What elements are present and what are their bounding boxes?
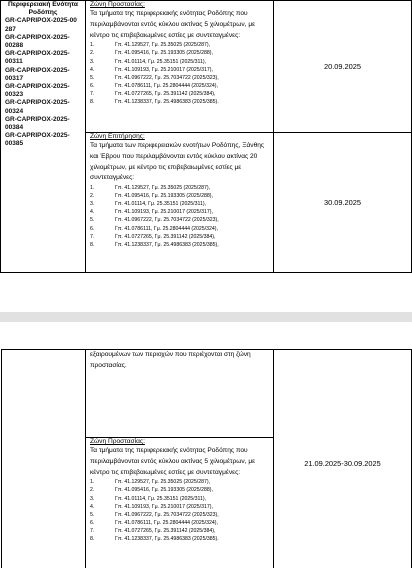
coordinate-item: 4. Γπ. 41.109193, Γμ. 25.210017 (2025/317),	[90, 503, 213, 510]
coordinate-item: 3. Γπ. 41.01114, Γμ. 25.35151 (2025/311),	[90, 201, 207, 208]
period-date: 21.09.2025-30.09.2025	[274, 350, 412, 568]
zones-table-continued	[1, 349, 412, 568]
surveillance-zone-text: Τα τμήματα των περιφερειακών ενοτήτων Ροδόπης, Ξάνθης και Έβρου που περιλαμβάνονται εντός κύκλου ακτίνας 20 χιλιομέτρων, με κέντρο τις επιβεβαιωμένες εστίες με συντεταγμένες:	[90, 142, 265, 182]
continuation-text: εξαιρουμένων των περιοχών που περιέχονται στη ζώνη προστασίας.	[90, 351, 251, 369]
coordinate-item: 2. Γπ. 41.095416, Γμ. 25.193305 (2025/288),	[90, 192, 213, 199]
surveillance-coordinates-list	[86, 184, 273, 249]
outbreak-code: GR-CAPRIPOX-2025-00384	[5, 115, 70, 132]
protection-coordinates-list	[86, 478, 273, 543]
coordinate-item: 6. Γπ. 41.0786111, Γμ. 25.2804444 (2025/324),	[90, 519, 218, 526]
outbreak-code: GR-CAPRIPOX-2025-00 287	[5, 17, 77, 33]
surveillance-zone-cell	[86, 133, 274, 273]
protection-coordinates-list	[86, 41, 273, 106]
outbreak-code: GR-CAPRIPOX-2025-00324	[5, 99, 70, 115]
outbreak-code: GR-CAPRIPOX-2025-00317	[5, 66, 70, 82]
region-cell	[1, 1, 86, 273]
coordinate-item: 3. Γπ. 41.01114, Γμ. 25.35151 (2025/311),	[90, 58, 207, 65]
page-separator	[0, 312, 412, 322]
outbreak-code: GR-CAPRIPOX-2025-00288	[5, 33, 70, 50]
coordinate-item: 5. Γπ. 41.0967222, Γμ. 25.7034722 (2025/323),	[90, 511, 219, 518]
coordinate-item: 5. Γπ. 41.0967222, Γμ. 25.7034722 (2025/323),	[90, 217, 219, 224]
coordinate-item: 7. Γπ. 41.0727265, Γμ. 25.391142 (2025/384),	[90, 91, 216, 98]
outbreak-code: GR-CAPRIPOX-2025-00311	[5, 50, 70, 66]
protection-zone-cell	[86, 438, 274, 568]
outbreak-codes-list	[1, 17, 85, 148]
protection-zone-date: 20.09.2025	[274, 1, 412, 133]
coordinate-item: 4. Γπ. 41.109193, Γμ. 25.210017 (2025/317),	[90, 66, 213, 73]
coordinate-item: 3. Γπ. 41.01114, Γμ. 25.35151 (2025/311),	[90, 495, 207, 502]
coordinate-item: 7. Γπ. 41.0727265, Γμ. 25.391142 (2025/384),	[90, 528, 216, 535]
outbreak-code: GR-CAPRIPOX-2025-00385	[5, 132, 70, 148]
coordinate-item: 1. Γπ. 41.129527, Γμ. 25.35025 (2025/287),	[90, 479, 211, 486]
coordinate-item: 8. Γπ. 41.1238337, Γμ. 25.4986383 (2025/385).	[90, 99, 219, 106]
protection-zone-cell	[86, 1, 274, 133]
coordinate-item: 2. Γπ. 41.095416, Γμ. 25.193305 (2025/288),	[90, 50, 213, 57]
surveillance-zone-title: Ζώνη Επιτήρησης:	[90, 133, 145, 140]
coordinate-item: 5. Γπ. 41.0967222, Γμ. 25.7034722 (2025/323),	[90, 74, 219, 81]
surveillance-zone-date: 30.09.2025	[274, 133, 412, 273]
coordinate-item: 8. Γπ. 41.1238337, Γμ. 25.4986383 (2025/385).	[90, 536, 219, 543]
coordinate-item: 1. Γπ. 41.129527, Γμ. 25.35025 (2025/287),	[90, 184, 211, 191]
coordinate-item: 8. Γπ. 41.1238337, Γμ. 25.4986383 (2025/385),	[90, 241, 219, 248]
coordinate-item: 4. Γπ. 41.109193, Γμ. 25.210017 (2025/317),	[90, 209, 213, 216]
coordinate-item: 1. Γπ. 41.129527, Γμ. 25.35025 (2025/287),	[90, 42, 211, 49]
coordinate-item: 6. Γπ. 41.0786111, Γμ. 25.2804444 (2025/324),	[90, 82, 218, 89]
document-page-2	[0, 322, 412, 568]
coordinate-item: 2. Γπ. 41.095416, Γμ. 25.193305 (2025/288),	[90, 487, 213, 494]
coordinate-item: 6. Γπ. 41.0786111, Γμ. 25.2804444 (2025/324),	[90, 225, 218, 232]
protection-zone-title: Ζώνη Προστασίας:	[90, 1, 145, 8]
protection-zone-text: Τα τμήματα της περιφερειακής ενότητας Ροδόπης που περιλαμβάνονται εντός κύκλου ακτίνας 5 χιλιομέτρων, με κέντρο τις επιβεβαιωμένες εστίες με συντεταγμένες:	[90, 447, 256, 476]
protection-zone-title: Ζώνη Προστασίας:	[90, 438, 145, 445]
zones-table	[0, 0, 412, 273]
continuation-cell	[86, 350, 274, 438]
outbreak-code: GR-CAPRIPOX-2025-00323	[5, 83, 70, 99]
region-cell-empty	[2, 350, 86, 568]
region-name: Περιφερειακή Ενότητα Ροδόπης	[8, 1, 78, 17]
coordinate-item: 7. Γπ. 41.0727265, Γμ. 25.391142 (2025/384),	[90, 233, 216, 240]
protection-zone-text: Τα τμήματα της περιφερειακής ενότητας Ροδόπης που περιλαμβάνονται εντός κύκλου ακτίνας 5 χιλιομέτρων, με κέντρο τις επιβεβαιωμένες εστίες με συντεταγμένες:	[90, 10, 256, 39]
